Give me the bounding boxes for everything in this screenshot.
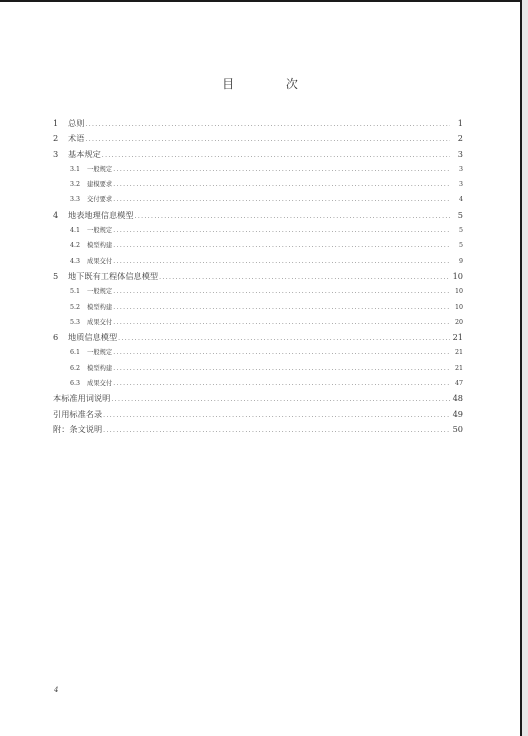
- toc-entry[interactable]: [53, 208, 463, 223]
- toc-entry-title: 地下既有工程体信息模型: [68, 270, 159, 281]
- page-number: 4: [54, 686, 59, 694]
- toc-entry-page: 10: [452, 270, 463, 281]
- dot-leader: [113, 361, 450, 376]
- dot-leader: [118, 331, 449, 345]
- dot-leader: [113, 162, 450, 177]
- toc-entry-number: 4: [53, 209, 59, 220]
- toc-entry-number: 5: [53, 270, 59, 281]
- toc-entry-page: 3: [457, 148, 463, 159]
- toc-entry-number: 4.1: [70, 227, 81, 235]
- dot-leader: [113, 254, 450, 269]
- toc-entry[interactable]: [53, 269, 463, 284]
- toc-entry-title: 一般规定: [87, 227, 113, 235]
- toc-entry-page: 21: [454, 364, 463, 372]
- toc-entry-number: 5.3: [70, 318, 81, 326]
- dot-leader: [102, 148, 450, 162]
- dot-leader: [111, 392, 449, 406]
- toc-entry[interactable]: [53, 407, 463, 422]
- dot-leader: [113, 300, 450, 315]
- toc-entry-number: 3.1: [70, 165, 81, 173]
- toc-entry-title: 地质信息模型: [68, 332, 118, 343]
- toc-entry-number: 3.3: [70, 196, 81, 204]
- toc-entry-number: 6.2: [70, 364, 81, 372]
- toc-entry-page: 20: [454, 318, 463, 326]
- toc-entry-number: 5.2: [70, 303, 81, 311]
- toc-entry-title: 引用标准名录: [53, 408, 103, 419]
- toc-entry-number: 6.3: [70, 380, 81, 388]
- toc-entry-title: 地表地理信息模型: [68, 209, 134, 220]
- dot-leader: [85, 132, 450, 146]
- toc-entry-title: 成果交付: [87, 380, 113, 388]
- dot-leader: [113, 238, 450, 253]
- dot-leader: [103, 423, 449, 437]
- dot-leader: [113, 192, 450, 207]
- toc-entry-title: 模型构建: [87, 242, 113, 250]
- toc-entry[interactable]: [53, 116, 463, 131]
- toc-subentry[interactable]: [53, 223, 463, 238]
- toc-entry-page: 5: [458, 242, 463, 250]
- dot-leader: [113, 284, 450, 299]
- toc-subentry[interactable]: [53, 254, 463, 269]
- toc-entry-title: 附：条文说明: [53, 423, 103, 434]
- toc-entry-page: 2: [457, 133, 463, 144]
- toc-entry-page: 9: [458, 257, 463, 265]
- toc-entry-title: 本标准用词说明: [53, 393, 111, 404]
- dot-leader: [113, 177, 450, 192]
- toc-entry-page: 4: [458, 196, 463, 204]
- dot-leader: [159, 270, 450, 284]
- toc-entry-page: 10: [454, 303, 463, 311]
- toc-entry-title: 一般规定: [87, 165, 113, 173]
- toc-subentry[interactable]: [53, 284, 463, 299]
- toc-entry-number: 6.1: [70, 349, 81, 357]
- dot-leader: [113, 315, 450, 330]
- toc-entry-number: 6: [53, 332, 59, 343]
- toc-entry-page: 48: [452, 393, 463, 404]
- toc-subentry[interactable]: [53, 192, 463, 207]
- toc-entry-title: 建模要求: [87, 181, 113, 189]
- table-of-contents: [53, 116, 463, 437]
- toc-entry-title: 模型构建: [87, 303, 113, 311]
- top-border: [0, 0, 520, 2]
- toc-subentry[interactable]: [53, 376, 463, 391]
- toc-entry[interactable]: [53, 131, 463, 146]
- toc-entry-page: 3: [458, 181, 463, 189]
- toc-entry-number: 4.3: [70, 257, 81, 265]
- toc-entry-title: 一般规定: [87, 349, 113, 357]
- toc-entry-title: 总则: [68, 118, 85, 128]
- toc-subentry[interactable]: [53, 361, 463, 376]
- toc-entry-page: 50: [452, 423, 463, 434]
- toc-entry-page: 3: [458, 165, 463, 173]
- toc-entry-title: 交付要求: [87, 196, 113, 204]
- toc-subentry[interactable]: [53, 162, 463, 177]
- toc-entry-number: 5.1: [70, 288, 81, 296]
- toc-entry-page: 5: [457, 209, 463, 220]
- toc-entry[interactable]: [53, 391, 463, 406]
- toc-entry[interactable]: [53, 147, 463, 162]
- toc-subentry[interactable]: [53, 300, 463, 315]
- dot-leader: [113, 223, 450, 238]
- dot-leader: [85, 117, 450, 131]
- toc-entry-title: 模型构建: [87, 364, 113, 372]
- toc-entry-page: 10: [454, 288, 463, 296]
- toc-entry-title: 成果交付: [87, 257, 113, 265]
- toc-entry-title: 术语: [68, 133, 85, 144]
- toc-entry-title: 基本规定: [68, 148, 101, 159]
- toc-entry-number: 3: [53, 148, 59, 159]
- toc-subentry[interactable]: [53, 238, 463, 253]
- toc-entry-page: 1: [457, 118, 463, 128]
- toc-subentry[interactable]: [53, 315, 463, 330]
- toc-entry-title: 成果交付: [87, 318, 113, 326]
- toc-entry-number: 4.2: [70, 242, 81, 250]
- toc-entry[interactable]: [53, 422, 463, 437]
- toc-entry-number: 3.2: [70, 181, 81, 189]
- toc-entry-number: 1: [53, 118, 59, 128]
- dot-leader: [113, 376, 450, 391]
- dot-leader: [103, 408, 449, 422]
- dot-leader: [135, 209, 450, 223]
- toc-subentry[interactable]: [53, 177, 463, 192]
- toc-entry-page: 5: [458, 227, 463, 235]
- toc-entry-number: 2: [53, 133, 59, 144]
- toc-entry-page: 21: [454, 349, 463, 357]
- toc-title: 目 次: [222, 77, 322, 91]
- toc-entry[interactable]: [53, 330, 463, 345]
- toc-entry-page: 49: [452, 408, 463, 419]
- toc-entry-title: 一般规定: [87, 288, 113, 296]
- toc-entry-page: 21: [452, 332, 463, 343]
- page-edge-shadow: [522, 0, 528, 736]
- dot-leader: [113, 345, 450, 360]
- toc-entry-page: 47: [454, 380, 463, 388]
- toc-subentry[interactable]: [53, 345, 463, 360]
